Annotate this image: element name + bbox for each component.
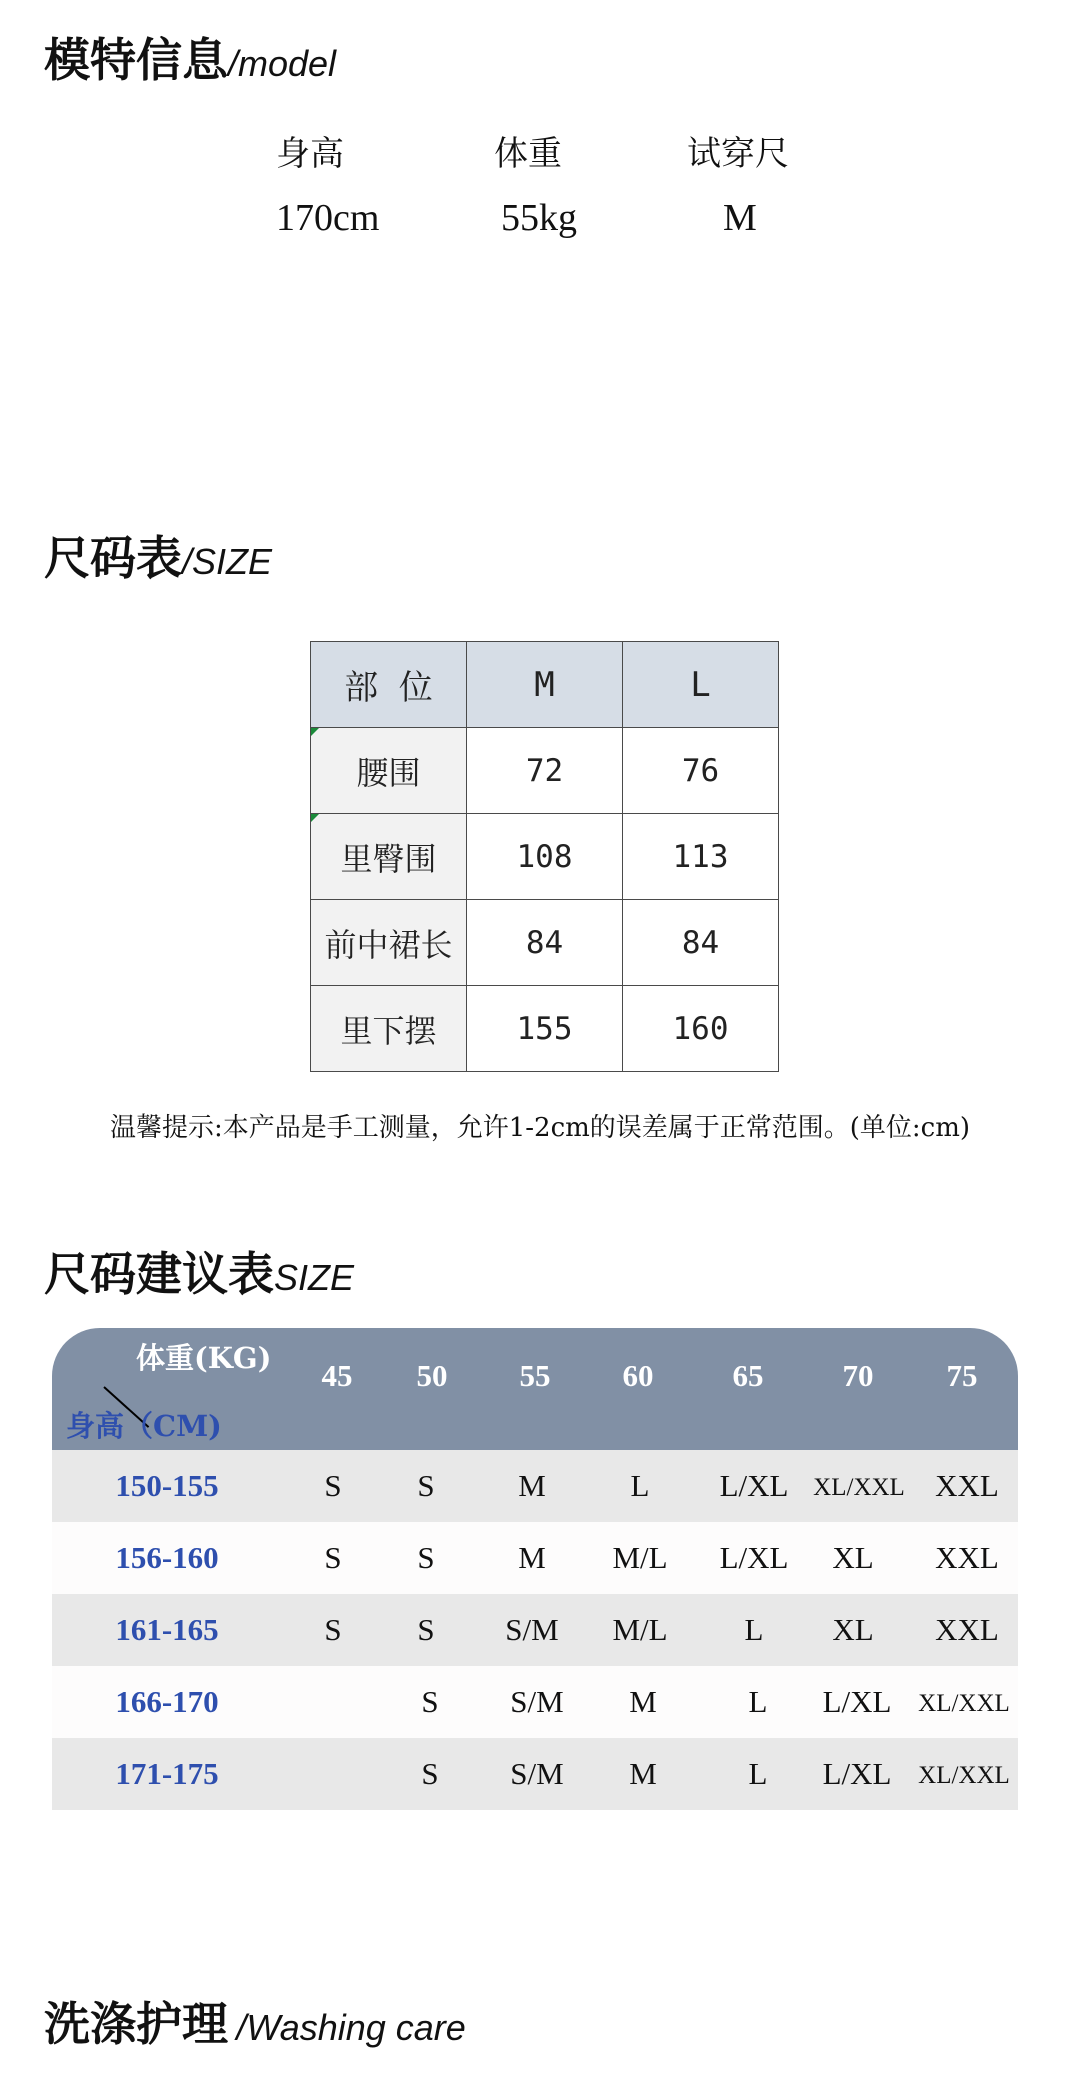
value-m: 108 bbox=[467, 814, 623, 900]
size-cell: XL/XXL bbox=[813, 1474, 905, 1501]
size-cell: M/L bbox=[612, 1540, 668, 1575]
model-label-height: 身高 bbox=[276, 134, 344, 174]
weight-col: 45 bbox=[321, 1358, 353, 1393]
size-cell: L/XL bbox=[822, 1684, 892, 1719]
size-cell: S bbox=[421, 1756, 439, 1791]
part-length: 前中裙长 bbox=[311, 900, 467, 986]
model-section-title bbox=[44, 24, 336, 90]
size-section-title bbox=[44, 522, 272, 588]
size-cell: S/M bbox=[510, 1756, 564, 1791]
size-cell: L bbox=[748, 1684, 768, 1719]
washing-title-en: /Washing care bbox=[236, 2007, 466, 2048]
size-cell: XL bbox=[832, 1612, 874, 1647]
recommend-title-en: SIZE bbox=[274, 1257, 355, 1298]
size-cell: M bbox=[629, 1684, 657, 1719]
header-part: 部 位 bbox=[311, 642, 467, 728]
table-row bbox=[52, 1738, 1018, 1810]
value-l: 76 bbox=[623, 728, 779, 814]
size-cell: M bbox=[518, 1540, 546, 1575]
size-cell: XL bbox=[832, 1540, 874, 1575]
size-cell: L bbox=[630, 1468, 650, 1503]
model-value-height: 170cm bbox=[276, 197, 380, 239]
size-cell: S bbox=[324, 1540, 342, 1575]
size-cell: L/XL bbox=[822, 1756, 892, 1791]
size-cell: S bbox=[417, 1540, 435, 1575]
recommend-table bbox=[52, 1328, 1018, 1810]
recommend-title-cn: 尺码建议表 bbox=[44, 1247, 274, 1301]
size-cell: XXL bbox=[935, 1612, 999, 1647]
height-range: 156-160 bbox=[115, 1540, 219, 1575]
size-cell: S bbox=[417, 1612, 435, 1647]
size-cell: L bbox=[748, 1756, 768, 1791]
size-cell: XL/XXL bbox=[918, 1762, 1010, 1789]
size-cell: S/M bbox=[505, 1612, 559, 1647]
table-row bbox=[52, 1594, 1018, 1666]
table-row bbox=[311, 900, 779, 986]
recommend-section-title bbox=[44, 1238, 354, 1304]
weight-col: 65 bbox=[732, 1358, 764, 1393]
part-hip: 里臀围 bbox=[311, 814, 467, 900]
size-title-cn: 尺码表 bbox=[44, 531, 182, 585]
height-range: 150-155 bbox=[115, 1468, 219, 1503]
size-cell: M bbox=[629, 1756, 657, 1791]
table-row bbox=[52, 1522, 1018, 1594]
size-cell: L/XL bbox=[719, 1468, 789, 1503]
size-cell: L/XL bbox=[719, 1540, 789, 1575]
size-cell: M bbox=[518, 1468, 546, 1503]
size-cell: S bbox=[324, 1468, 342, 1503]
size-table-header bbox=[311, 642, 779, 728]
model-label-size: 试穿尺 bbox=[687, 134, 789, 174]
value-m: 72 bbox=[467, 728, 623, 814]
model-title-en: /model bbox=[228, 43, 337, 84]
height-range: 161-165 bbox=[115, 1612, 219, 1647]
model-value-size: M bbox=[723, 197, 757, 239]
height-axis-label: 身高（CM) bbox=[66, 1409, 222, 1443]
height-range: 171-175 bbox=[115, 1756, 219, 1791]
table-row bbox=[52, 1450, 1018, 1522]
size-cell: XXL bbox=[935, 1468, 999, 1503]
size-cell: S/M bbox=[510, 1684, 564, 1719]
header-m: M bbox=[467, 642, 623, 728]
value-l: 160 bbox=[623, 986, 779, 1072]
weight-col: 75 bbox=[946, 1358, 978, 1393]
washing-section-title bbox=[44, 1988, 466, 2054]
size-cell: XXL bbox=[935, 1540, 999, 1575]
weight-col: 60 bbox=[622, 1358, 654, 1393]
size-cell: XL/XXL bbox=[918, 1690, 1010, 1717]
table-row bbox=[311, 814, 779, 900]
table-row bbox=[311, 986, 779, 1072]
recommend-table-header bbox=[52, 1328, 1018, 1450]
table-row bbox=[311, 728, 779, 814]
model-value-weight: 55kg bbox=[501, 197, 577, 239]
table-row bbox=[52, 1666, 1018, 1738]
weight-col: 70 bbox=[842, 1358, 874, 1393]
value-l: 113 bbox=[623, 814, 779, 900]
model-title-cn: 模特信息 bbox=[44, 33, 228, 87]
value-l: 84 bbox=[623, 900, 779, 986]
washing-title-cn: 洗涤护理 bbox=[44, 1997, 228, 2051]
part-waist: 腰围 bbox=[311, 728, 467, 814]
size-cell: S bbox=[417, 1468, 435, 1503]
size-cell: L bbox=[744, 1612, 764, 1647]
value-m: 84 bbox=[467, 900, 623, 986]
model-label-weight: 体重 bbox=[494, 134, 562, 174]
height-range: 166-170 bbox=[115, 1684, 219, 1719]
size-cell: S bbox=[324, 1612, 342, 1647]
value-m: 155 bbox=[467, 986, 623, 1072]
size-title-en: /SIZE bbox=[182, 541, 273, 582]
weight-axis-label: 体重(KG) bbox=[136, 1341, 272, 1375]
weight-col: 55 bbox=[519, 1358, 551, 1393]
weight-col: 50 bbox=[416, 1358, 448, 1393]
size-table bbox=[310, 641, 779, 1072]
header-l: L bbox=[623, 642, 779, 728]
size-cell: S bbox=[421, 1684, 439, 1719]
size-cell: M/L bbox=[612, 1612, 668, 1647]
part-hem: 里下摆 bbox=[311, 986, 467, 1072]
measurement-tip: 温馨提示:本产品是手工测量，允许1-2cm的误差属于正常范围。(单位:cm) bbox=[109, 1113, 971, 1143]
